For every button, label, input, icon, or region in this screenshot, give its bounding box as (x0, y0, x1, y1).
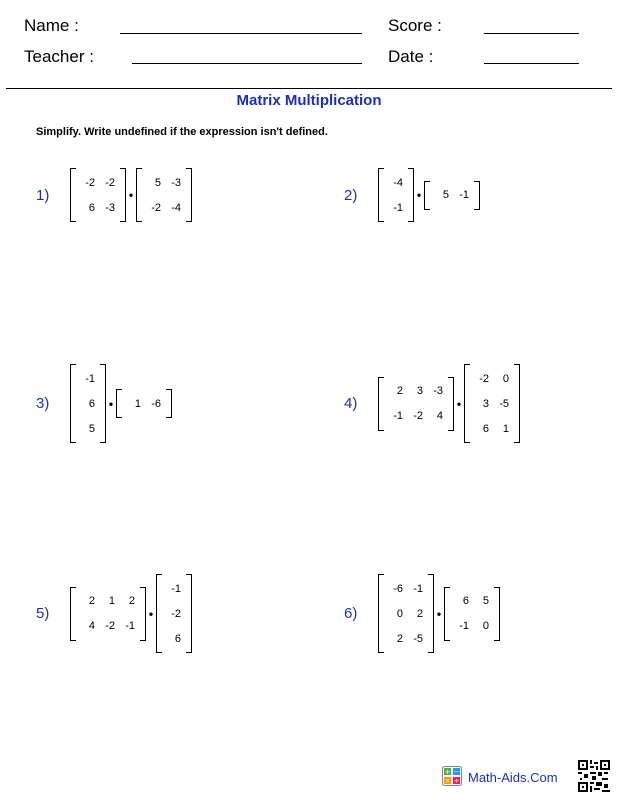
matrix-row (164, 601, 184, 626)
matrix-entry: 6 (482, 422, 489, 435)
matrix-row (472, 391, 512, 416)
matrix-entry: -1 (413, 582, 423, 595)
multiply-operator: • (456, 396, 462, 411)
date-line (484, 63, 579, 64)
matrix-b (444, 587, 500, 641)
header-divider (6, 88, 612, 89)
matrix-row (78, 614, 138, 639)
score-label: Score : (388, 16, 442, 35)
matrix-b (116, 389, 172, 418)
matrix-entry: 0 (396, 607, 403, 620)
matrix-entry: -3 (105, 201, 115, 214)
matrix-entry: 5 (154, 176, 161, 189)
matrix-row (386, 170, 406, 195)
matrix-a (70, 168, 126, 222)
matrix-table (472, 366, 512, 441)
matrix-a (378, 574, 434, 653)
svg-text:−: − (453, 768, 460, 776)
matrix-table (432, 183, 472, 208)
matrix-row (78, 195, 118, 220)
matrix-entry: -4 (171, 201, 181, 214)
matrix-row (124, 391, 164, 416)
matrix-row (472, 366, 512, 391)
matrix-row (472, 416, 512, 441)
matrix-table (144, 170, 184, 220)
problem-2 (344, 168, 480, 222)
matrix-a (70, 587, 146, 641)
name-label: Name : (24, 16, 79, 35)
multiply-operator: • (128, 188, 134, 202)
matrix-entry: -2 (105, 620, 115, 632)
matrix-table (164, 576, 184, 651)
multiply-operator: • (416, 188, 422, 202)
svg-text:×: × (444, 777, 451, 785)
matrix-a (70, 364, 106, 443)
matrix-entry: -1 (459, 189, 469, 201)
matrix-row (144, 195, 184, 220)
matrix-entry: -1 (85, 372, 95, 385)
matrix-entry: -2 (171, 607, 181, 620)
problem-6 (344, 574, 500, 653)
problem-1 (36, 168, 192, 222)
matrix-entry: 1 (108, 595, 115, 607)
matrix-entry: -1 (393, 410, 403, 422)
date-label: Date : (388, 47, 434, 66)
matrix-entry: -6 (151, 397, 161, 410)
matrix-row (452, 614, 492, 639)
matrix-entry: -3 (171, 176, 181, 189)
matrix-table (78, 589, 138, 639)
matrix-entry: -1 (125, 620, 135, 632)
matrix-row (386, 404, 446, 429)
matrix-table (78, 170, 118, 220)
problem-number: 5) (36, 605, 50, 622)
matrix-entry: 6 (174, 632, 181, 645)
matrix-table (386, 379, 446, 429)
matrix-table (452, 589, 492, 639)
matrix-entry: -3 (433, 385, 443, 397)
matrix-table (124, 391, 164, 416)
matrix-entry: 4 (88, 620, 95, 632)
matrix-row (386, 576, 426, 601)
matrix-b (156, 574, 192, 653)
matrix-entry: 2 (396, 385, 403, 397)
matrix-table (386, 170, 406, 220)
matrix-row (386, 379, 446, 404)
multiply-operator: • (108, 396, 114, 411)
matrix-entry: 6 (88, 201, 95, 214)
matrix-entry: 2 (128, 595, 135, 607)
instructions: Simplify. Write undefined if the expression isn't defined. (36, 126, 328, 138)
matrix-b (136, 168, 192, 222)
matrix-entry: 6 (88, 397, 95, 410)
matrix-entry: 5 (88, 422, 95, 435)
matrix-row (144, 170, 184, 195)
problem-4 (344, 364, 520, 443)
problem-number: 3) (36, 395, 50, 412)
worksheet-title: Matrix Multiplication (236, 92, 382, 109)
problem-5 (36, 574, 192, 653)
calculator-icon (442, 766, 462, 786)
matrix-entry: 2 (396, 632, 403, 645)
score-line (484, 33, 579, 34)
matrix-entry: 3 (482, 397, 489, 410)
teacher-line (132, 63, 362, 64)
matrix-row (164, 626, 184, 651)
matrix-row (78, 589, 138, 614)
matrix-entry: 3 (416, 385, 423, 397)
matrix-entry: 2 (416, 607, 423, 620)
matrix-entry: -5 (499, 397, 509, 410)
matrix-row (432, 183, 472, 208)
matrix-entry: -1 (171, 582, 181, 595)
problem-number: 1) (36, 186, 50, 204)
multiply-operator: • (148, 606, 154, 621)
matrix-entry: 2 (88, 595, 95, 607)
problem-number: 4) (344, 395, 358, 412)
matrix-entry: 0 (502, 372, 509, 385)
matrix-row (78, 416, 98, 441)
matrix-entry: -4 (393, 176, 403, 189)
matrix-row (386, 601, 426, 626)
problem-number: 2) (344, 186, 358, 204)
svg-text:+: + (444, 768, 451, 776)
matrix-row (78, 391, 98, 416)
matrix-row (78, 366, 98, 391)
svg-text:÷: ÷ (453, 777, 460, 785)
teacher-label: Teacher : (24, 47, 94, 66)
matrix-entry: -5 (413, 632, 423, 645)
matrix-b (424, 181, 480, 210)
matrix-entry: 1 (134, 397, 141, 410)
matrix-row (164, 576, 184, 601)
matrix-row (452, 589, 492, 614)
multiply-operator: • (436, 606, 442, 621)
matrix-row (78, 170, 118, 195)
problem-3 (36, 364, 172, 443)
site-link[interactable]: Math-Aids.Com (468, 770, 558, 785)
matrix-entry: 0 (482, 620, 489, 632)
matrix-entry: 5 (482, 595, 489, 607)
matrix-entry: 5 (442, 189, 449, 201)
matrix-entry: -1 (459, 620, 469, 632)
matrix-entry: -1 (393, 201, 403, 214)
matrix-entry: -2 (413, 410, 423, 422)
name-line (120, 33, 362, 34)
matrix-entry: 4 (436, 410, 443, 422)
matrix-b (464, 364, 520, 443)
matrix-table (386, 576, 426, 651)
matrix-row (386, 195, 406, 220)
matrix-entry: -2 (105, 176, 115, 189)
matrix-entry: -6 (393, 582, 403, 595)
matrix-a (378, 377, 454, 431)
matrix-entry: -2 (479, 372, 489, 385)
matrix-entry: 6 (462, 595, 469, 607)
matrix-a (378, 168, 414, 222)
matrix-entry: -2 (151, 201, 161, 214)
problem-number: 6) (344, 605, 358, 622)
matrix-table (78, 366, 98, 441)
matrix-row (386, 626, 426, 651)
matrix-entry: 1 (502, 422, 509, 435)
matrix-entry: -2 (85, 176, 95, 189)
qr-code-icon (578, 760, 610, 792)
